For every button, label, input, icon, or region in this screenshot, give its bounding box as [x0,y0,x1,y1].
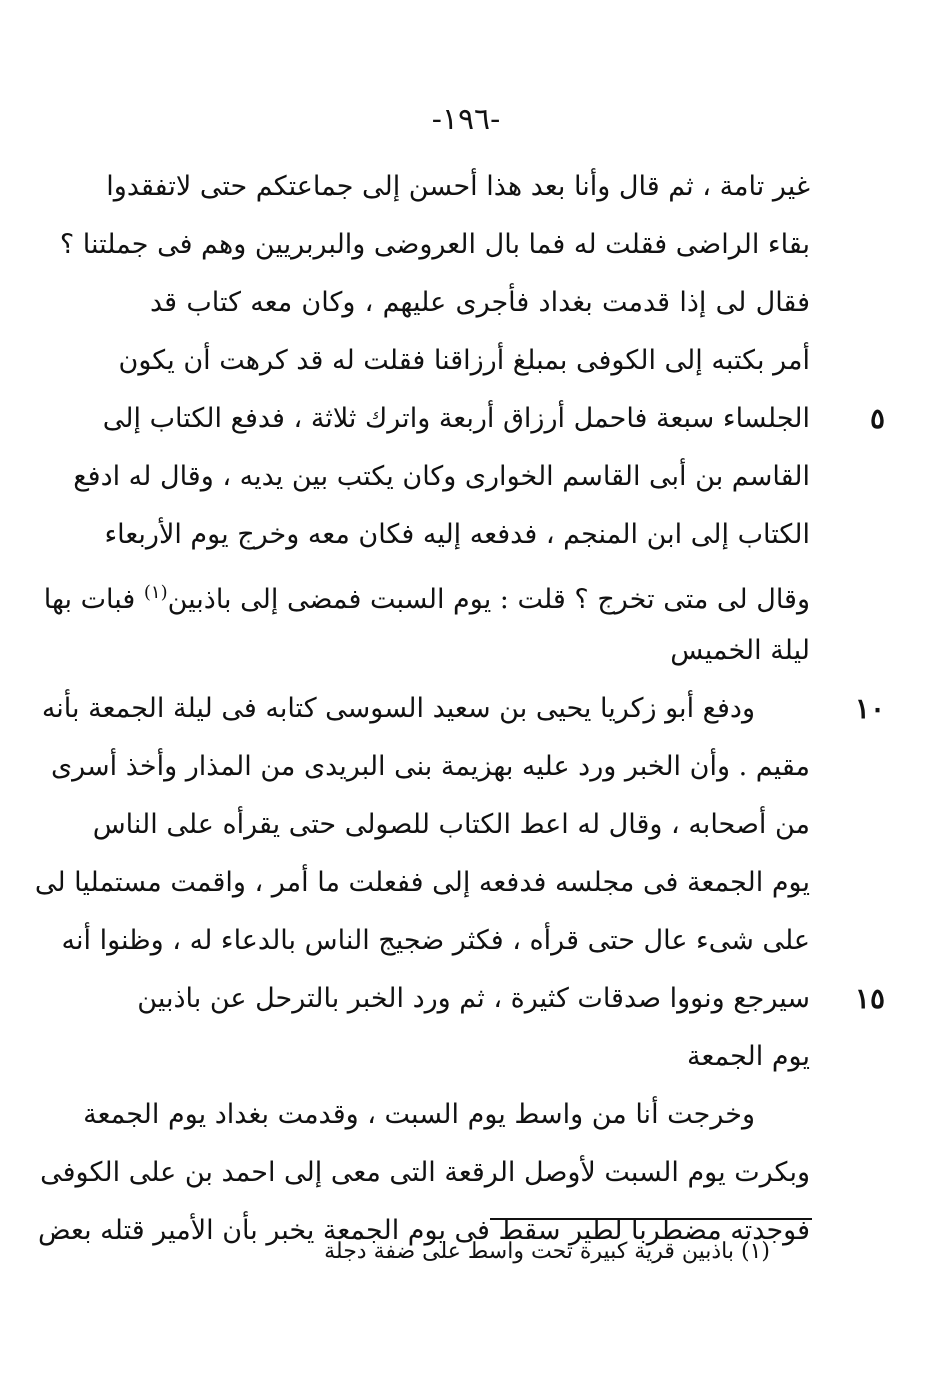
line-text-after: فبات بها [43,584,144,615]
text-line-16 [150,1028,810,1086]
text-line-15 [137,970,885,1028]
line-text: غير تامة ، ثم قال وأنا بعد هذا أحسن إلى جماعتكم حتى لاتفقدوا [106,171,810,202]
text-line-1 [106,158,810,216]
page-number: -١٩٦- [431,102,501,137]
line-text: وخرجت أنا من واسط يوم السبت ، وقدمت بغداد يوم الجمعة [83,1099,755,1130]
text-line-11 [51,738,810,796]
text-line-2 [59,216,810,274]
text-line-18 [40,1144,810,1202]
line-text: بقاء الراضى فقلت له فما بال العروضى والبربريين وهم فى جملتنا ؟ [59,229,810,260]
line-text: ليلة الخميس [670,635,810,666]
text-line-10 [41,680,885,738]
footnote-marker: (١) [143,582,168,603]
line-text: يوم الجمعة [686,1041,810,1072]
line-text: يوم الجمعة فى مجلسه فدفعه إلى ففعلت ما أمر ، واقمت مستمليا لى [34,867,810,898]
text-line-13 [34,854,810,912]
line-number-10: ١٠ [854,692,885,725]
text-line-4 [118,332,810,390]
footnote: (١) باذبين قرية كبيرة تحت واسط على ضفة دجلة [324,1239,770,1264]
line-text: الجلساء سبعة فاحمل أرزاق أربعة واترك ثلاثة ، فدفع الكتاب إلى [102,403,810,434]
text-line-6 [73,448,810,506]
line-number-15: ١٥ [854,982,885,1015]
footnote-divider [490,1218,812,1220]
text-line-8 [43,564,810,622]
text-line-14 [61,912,810,970]
text-line-9 [150,622,810,680]
text-line-12 [92,796,810,854]
line-text: سيرجع ونووا صدقات كثيرة ، ثم ورد الخبر بالترحل عن باذبين [137,983,810,1014]
text-line-17 [83,1086,810,1144]
line-text: من أصحابه ، وقال له اعط الكتاب للصولى حتى يقرأه على الناس [92,809,810,840]
line-text: وبكرت يوم السبت لأوصل الرقعة التى معى إلى احمد بن على الكوفى [40,1157,810,1188]
line-text: القاسم بن أبى القاسم الخوارى وكان يكتب بين يديه ، وقال له ادفع [73,461,810,492]
line-text: على شىء عال حتى قرأه ، فكثر ضجيج الناس بالدعاء له ، وظنوا أنه [61,925,810,956]
line-text: وقال لى متى تخرج ؟ قلت : يوم السبت فمضى إلى باذبين [167,584,810,615]
line-number-5: ٥ [869,402,885,435]
line-text: أمر بكتبه إلى الكوفى بمبلغ أرزاقنا فقلت له قد كرهت أن يكون [118,345,810,376]
text-line-7 [104,506,810,564]
line-text: فوجدته مضطربا لطير سقط فى يوم الجمعة يخبر بأن الأمير قتله بعض [37,1215,810,1246]
line-text: مقيم . وأن الخبر ورد عليه بهزيمة بنى البريدى من المذار وأخذ أسرى [51,751,810,782]
line-text: فقال لى إذا قدمت بغداد فأجرى عليهم ، وكان معه كتاب قد [150,287,810,318]
text-line-5 [102,390,885,448]
main-text [34,158,885,1260]
text-line-3 [150,274,810,332]
line-text: ودفع أبو زكريا يحيى بن سعيد السوسى كتابه فى ليلة الجمعة بأنه [41,693,755,724]
line-text: الكتاب إلى ابن المنجم ، فدفعه إليه فكان معه وخرج يوم الأربعاء [104,519,810,550]
